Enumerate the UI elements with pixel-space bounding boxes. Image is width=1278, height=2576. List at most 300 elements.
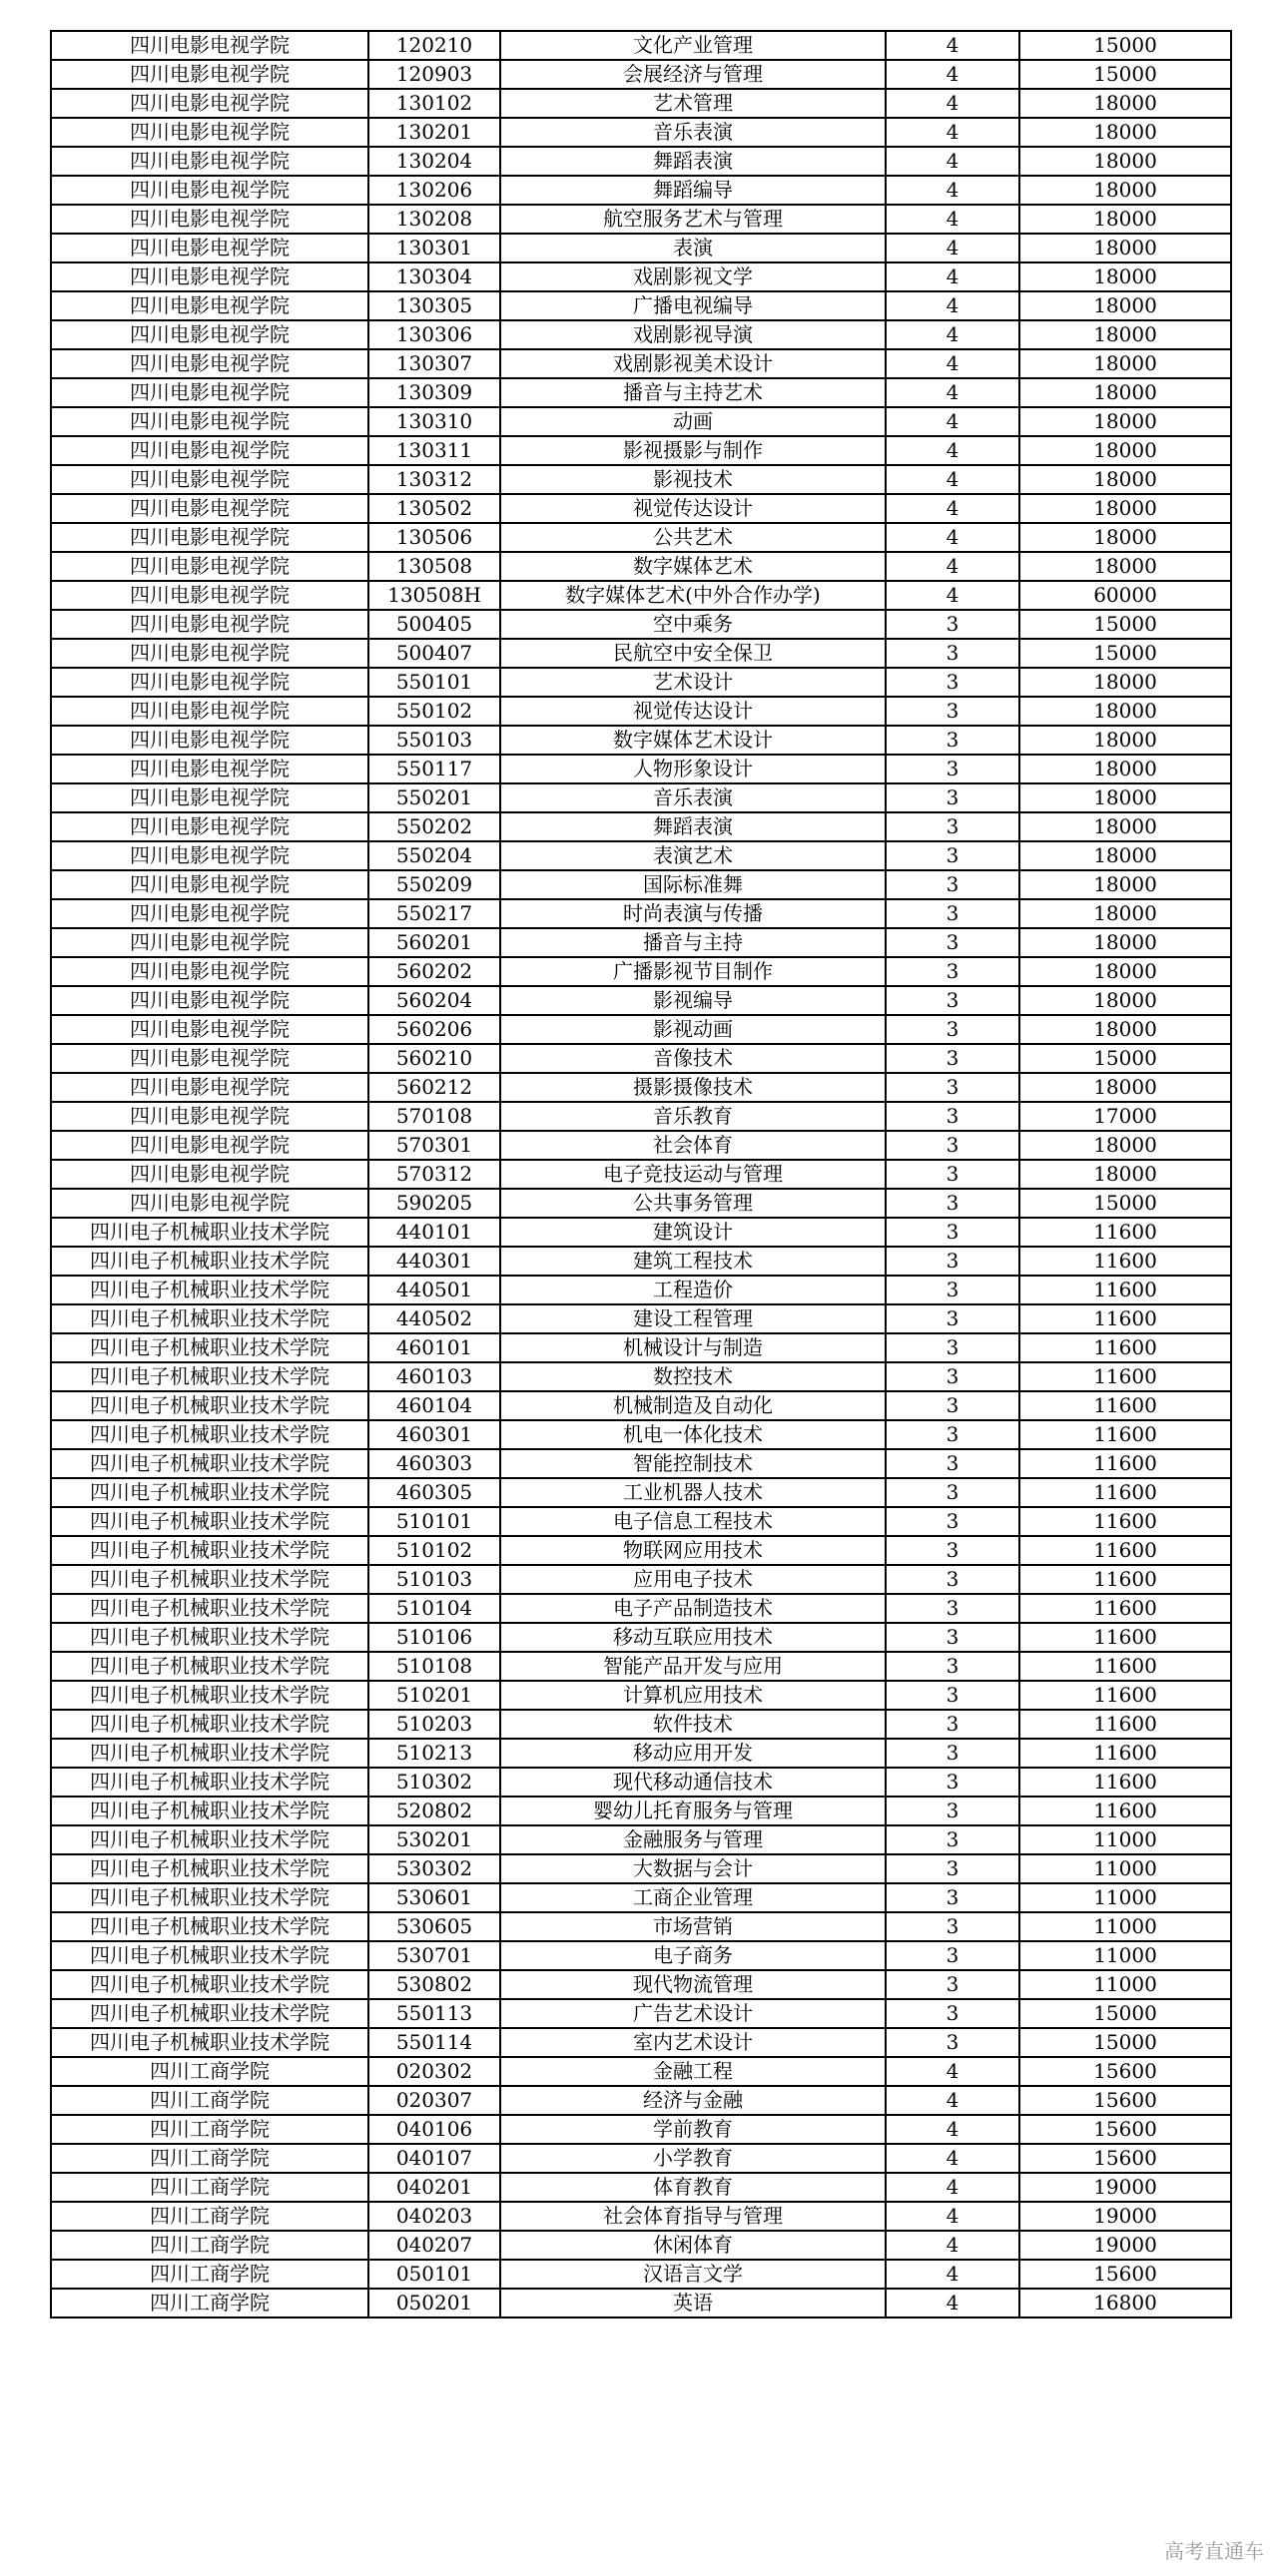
duration-cell: 4 [886, 291, 1019, 320]
duration-cell: 4 [886, 436, 1019, 465]
duration-cell: 3 [886, 841, 1019, 870]
major-code-cell: 510213 [368, 1739, 500, 1768]
school-name-cell: 四川电影电视学院 [51, 407, 368, 436]
tuition-cell: 11600 [1019, 1797, 1231, 1825]
tuition-cell: 18000 [1019, 841, 1231, 870]
major-name-cell: 室内艺术设计 [500, 2028, 886, 2057]
duration-cell: 4 [886, 2144, 1019, 2173]
major-name-cell: 艺术管理 [500, 89, 886, 118]
table-row [51, 89, 1231, 118]
tuition-cell: 15000 [1019, 60, 1231, 89]
school-name-cell: 四川电影电视学院 [51, 494, 368, 523]
school-name-cell: 四川电影电视学院 [51, 1131, 368, 1160]
major-name-cell: 小学教育 [500, 2144, 886, 2173]
table-row [51, 1420, 1231, 1449]
table-row [51, 1189, 1231, 1218]
duration-cell: 3 [886, 1999, 1019, 2028]
duration-cell: 3 [886, 1739, 1019, 1768]
school-name-cell: 四川电影电视学院 [51, 234, 368, 262]
major-code-cell: 130311 [368, 436, 500, 465]
table-row [51, 2260, 1231, 2289]
table-row [51, 1970, 1231, 1999]
school-name-cell: 四川电影电视学院 [51, 465, 368, 494]
major-code-cell: 040201 [368, 2173, 500, 2202]
major-code-cell: 130309 [368, 378, 500, 407]
major-code-cell: 510201 [368, 1681, 500, 1710]
major-name-cell: 会展经济与管理 [500, 60, 886, 89]
tuition-cell: 60000 [1019, 581, 1231, 610]
major-code-cell: 130304 [368, 262, 500, 291]
major-name-cell: 动画 [500, 407, 886, 436]
tuition-cell: 11600 [1019, 1652, 1231, 1681]
school-name-cell: 四川电影电视学院 [51, 581, 368, 610]
major-name-cell: 电子商务 [500, 1941, 886, 1970]
major-code-cell: 130506 [368, 523, 500, 552]
duration-cell: 4 [886, 262, 1019, 291]
major-name-cell: 视觉传达设计 [500, 494, 886, 523]
tuition-cell: 18000 [1019, 697, 1231, 726]
table-row [51, 378, 1231, 407]
table-row [51, 726, 1231, 755]
table-row [51, 1912, 1231, 1941]
duration-cell: 4 [886, 176, 1019, 205]
major-name-cell: 影视编导 [500, 986, 886, 1015]
school-name-cell: 四川工商学院 [51, 2115, 368, 2144]
major-code-cell: 530605 [368, 1912, 500, 1941]
major-code-cell: 440101 [368, 1218, 500, 1247]
major-code-cell: 550217 [368, 899, 500, 928]
table-row [51, 755, 1231, 783]
major-code-cell: 120903 [368, 60, 500, 89]
table-row [51, 2173, 1231, 2202]
school-name-cell: 四川电子机械职业技术学院 [51, 1739, 368, 1768]
school-name-cell: 四川电影电视学院 [51, 552, 368, 581]
table-row [51, 1478, 1231, 1507]
school-name-cell: 四川电影电视学院 [51, 726, 368, 755]
school-name-cell: 四川电子机械职业技术学院 [51, 1565, 368, 1594]
major-name-cell: 音乐表演 [500, 783, 886, 812]
duration-cell: 4 [886, 31, 1019, 60]
major-name-cell: 物联网应用技术 [500, 1536, 886, 1565]
tuition-cell: 15000 [1019, 2028, 1231, 2057]
duration-cell: 4 [886, 60, 1019, 89]
major-code-cell: 460303 [368, 1449, 500, 1478]
tuition-cell: 15000 [1019, 1189, 1231, 1218]
table-row [51, 118, 1231, 147]
duration-cell: 3 [886, 1883, 1019, 1912]
table-row [51, 31, 1231, 60]
school-name-cell: 四川电影电视学院 [51, 783, 368, 812]
major-code-cell: 550101 [368, 668, 500, 697]
tuition-cell: 18000 [1019, 957, 1231, 986]
table-row [51, 1247, 1231, 1276]
table-row [51, 928, 1231, 957]
major-name-cell: 数字媒体艺术(中外合作办学) [500, 581, 886, 610]
tuition-cell: 18000 [1019, 755, 1231, 783]
tuition-cell: 11600 [1019, 1768, 1231, 1797]
major-name-cell: 智能产品开发与应用 [500, 1652, 886, 1681]
major-name-cell: 影视摄影与制作 [500, 436, 886, 465]
table-row [51, 812, 1231, 841]
school-name-cell: 四川电影电视学院 [51, 899, 368, 928]
major-code-cell: 570312 [368, 1160, 500, 1189]
table-row [51, 1276, 1231, 1304]
table-row [51, 1362, 1231, 1391]
major-name-cell: 公共事务管理 [500, 1189, 886, 1218]
tuition-cell: 11000 [1019, 1883, 1231, 1912]
major-name-cell: 数字媒体艺术设计 [500, 726, 886, 755]
table-row [51, 262, 1231, 291]
tuition-cell: 11000 [1019, 1970, 1231, 1999]
major-name-cell: 英语 [500, 2289, 886, 2318]
major-code-cell: 130206 [368, 176, 500, 205]
major-name-cell: 汉语言文学 [500, 2260, 886, 2289]
table-row [51, 176, 1231, 205]
duration-cell: 3 [886, 1160, 1019, 1189]
major-code-cell: 130502 [368, 494, 500, 523]
major-code-cell: 500407 [368, 639, 500, 668]
tuition-cell: 18000 [1019, 320, 1231, 349]
duration-cell: 3 [886, 726, 1019, 755]
major-name-cell: 软件技术 [500, 1710, 886, 1739]
duration-cell: 3 [886, 812, 1019, 841]
tuition-cell: 11600 [1019, 1623, 1231, 1652]
table-row [51, 2144, 1231, 2173]
school-name-cell: 四川电影电视学院 [51, 812, 368, 841]
tuition-cell: 11600 [1019, 1565, 1231, 1594]
table-row [51, 2202, 1231, 2231]
tuition-cell: 15600 [1019, 2086, 1231, 2115]
school-name-cell: 四川电影电视学院 [51, 668, 368, 697]
major-code-cell: 040203 [368, 2202, 500, 2231]
duration-cell: 3 [886, 1333, 1019, 1362]
duration-cell: 3 [886, 1304, 1019, 1333]
tuition-cell: 18000 [1019, 147, 1231, 176]
table-row [51, 1536, 1231, 1565]
school-name-cell: 四川电影电视学院 [51, 436, 368, 465]
major-code-cell: 040106 [368, 2115, 500, 2144]
table-row [51, 1797, 1231, 1825]
school-name-cell: 四川电影电视学院 [51, 262, 368, 291]
major-code-cell: 460104 [368, 1391, 500, 1420]
major-code-cell: 130508 [368, 552, 500, 581]
table-row [51, 1825, 1231, 1854]
duration-cell: 4 [886, 349, 1019, 378]
school-name-cell: 四川电子机械职业技术学院 [51, 1594, 368, 1623]
major-name-cell: 广播影视节目制作 [500, 957, 886, 986]
table-row [51, 2115, 1231, 2144]
major-code-cell: 130307 [368, 349, 500, 378]
school-name-cell: 四川电子机械职业技术学院 [51, 1999, 368, 2028]
table-row [51, 320, 1231, 349]
tuition-cell: 18000 [1019, 1131, 1231, 1160]
table-row [51, 1131, 1231, 1160]
duration-cell: 3 [886, 1420, 1019, 1449]
school-name-cell: 四川电影电视学院 [51, 349, 368, 378]
major-code-cell: 020307 [368, 2086, 500, 2115]
school-name-cell: 四川电影电视学院 [51, 320, 368, 349]
major-name-cell: 机电一体化技术 [500, 1420, 886, 1449]
duration-cell: 4 [886, 2260, 1019, 2289]
duration-cell: 3 [886, 986, 1019, 1015]
table-row [51, 697, 1231, 726]
major-code-cell: 130204 [368, 147, 500, 176]
duration-cell: 3 [886, 1912, 1019, 1941]
major-code-cell: 500405 [368, 610, 500, 639]
major-code-cell: 560212 [368, 1073, 500, 1102]
school-name-cell: 四川电子机械职业技术学院 [51, 1449, 368, 1478]
table-row [51, 986, 1231, 1015]
tuition-cell: 11600 [1019, 1391, 1231, 1420]
major-name-cell: 市场营销 [500, 1912, 886, 1941]
major-code-cell: 050101 [368, 2260, 500, 2289]
major-name-cell: 计算机应用技术 [500, 1681, 886, 1710]
table-row [51, 581, 1231, 610]
major-name-cell: 音像技术 [500, 1044, 886, 1073]
major-code-cell: 460305 [368, 1478, 500, 1507]
table-row [51, 1073, 1231, 1102]
school-name-cell: 四川电影电视学院 [51, 755, 368, 783]
table-row [51, 2086, 1231, 2115]
tuition-cell: 11000 [1019, 1854, 1231, 1883]
major-name-cell: 应用电子技术 [500, 1565, 886, 1594]
school-name-cell: 四川电子机械职业技术学院 [51, 2028, 368, 2057]
major-name-cell: 电子产品制造技术 [500, 1594, 886, 1623]
tuition-cell: 11600 [1019, 1420, 1231, 1449]
major-name-cell: 体育教育 [500, 2173, 886, 2202]
tuition-table [50, 30, 1232, 2318]
tuition-cell: 18000 [1019, 89, 1231, 118]
major-code-cell: 550113 [368, 1999, 500, 2028]
major-name-cell: 表演艺术 [500, 841, 886, 870]
tuition-cell: 18000 [1019, 291, 1231, 320]
tuition-cell: 15000 [1019, 610, 1231, 639]
duration-cell: 3 [886, 1102, 1019, 1131]
major-name-cell: 戏剧影视导演 [500, 320, 886, 349]
tuition-cell: 15600 [1019, 2144, 1231, 2173]
major-code-cell: 510108 [368, 1652, 500, 1681]
school-name-cell: 四川电子机械职业技术学院 [51, 1883, 368, 1912]
tuition-cell: 11600 [1019, 1594, 1231, 1623]
table-row [51, 1044, 1231, 1073]
major-name-cell: 工程造价 [500, 1276, 886, 1304]
duration-cell: 3 [886, 1131, 1019, 1160]
major-code-cell: 570301 [368, 1131, 500, 1160]
tuition-cell: 15000 [1019, 1044, 1231, 1073]
tuition-cell: 18000 [1019, 552, 1231, 581]
duration-cell: 3 [886, 1362, 1019, 1391]
school-name-cell: 四川电影电视学院 [51, 291, 368, 320]
major-code-cell: 130312 [368, 465, 500, 494]
school-name-cell: 四川电子机械职业技术学院 [51, 1912, 368, 1941]
duration-cell: 3 [886, 928, 1019, 957]
major-code-cell: 510101 [368, 1507, 500, 1536]
table-row [51, 494, 1231, 523]
duration-cell: 4 [886, 2202, 1019, 2231]
major-name-cell: 舞蹈表演 [500, 147, 886, 176]
duration-cell: 3 [886, 870, 1019, 899]
major-name-cell: 数字媒体艺术 [500, 552, 886, 581]
duration-cell: 3 [886, 899, 1019, 928]
table-row [51, 1565, 1231, 1594]
tuition-cell: 18000 [1019, 726, 1231, 755]
tuition-cell: 11600 [1019, 1304, 1231, 1333]
major-code-cell: 560204 [368, 986, 500, 1015]
school-name-cell: 四川电子机械职业技术学院 [51, 1420, 368, 1449]
school-name-cell: 四川电子机械职业技术学院 [51, 1304, 368, 1333]
table-row [51, 610, 1231, 639]
school-name-cell: 四川工商学院 [51, 2173, 368, 2202]
school-name-cell: 四川电子机械职业技术学院 [51, 1681, 368, 1710]
major-code-cell: 530701 [368, 1941, 500, 1970]
table-row [51, 1739, 1231, 1768]
duration-cell: 3 [886, 1854, 1019, 1883]
major-code-cell: 020302 [368, 2057, 500, 2086]
duration-cell: 3 [886, 697, 1019, 726]
major-name-cell: 广播电视编导 [500, 291, 886, 320]
duration-cell: 4 [886, 2289, 1019, 2318]
tuition-cell: 18000 [1019, 436, 1231, 465]
major-name-cell: 时尚表演与传播 [500, 899, 886, 928]
tuition-cell: 15000 [1019, 1999, 1231, 2028]
school-name-cell: 四川电影电视学院 [51, 957, 368, 986]
major-name-cell: 大数据与会计 [500, 1854, 886, 1883]
duration-cell: 3 [886, 1652, 1019, 1681]
school-name-cell: 四川工商学院 [51, 2231, 368, 2260]
school-name-cell: 四川电子机械职业技术学院 [51, 1970, 368, 1999]
tuition-cell: 18000 [1019, 986, 1231, 1015]
tuition-cell: 11600 [1019, 1247, 1231, 1276]
major-name-cell: 舞蹈编导 [500, 176, 886, 205]
major-name-cell: 休闲体育 [500, 2231, 886, 2260]
duration-cell: 3 [886, 1681, 1019, 1710]
school-name-cell: 四川工商学院 [51, 2144, 368, 2173]
tuition-cell: 15000 [1019, 639, 1231, 668]
table-row [51, 668, 1231, 697]
watermark-text: 高考直通车 [1164, 2539, 1264, 2563]
tuition-cell: 11000 [1019, 1912, 1231, 1941]
table-row [51, 1391, 1231, 1420]
table-row [51, 957, 1231, 986]
table-row [51, 1333, 1231, 1362]
school-name-cell: 四川电影电视学院 [51, 986, 368, 1015]
table-row [51, 1102, 1231, 1131]
major-code-cell: 530201 [368, 1825, 500, 1854]
duration-cell: 3 [886, 1478, 1019, 1507]
major-code-cell: 560202 [368, 957, 500, 986]
duration-cell: 3 [886, 783, 1019, 812]
tuition-cell: 11600 [1019, 1449, 1231, 1478]
major-code-cell: 130102 [368, 89, 500, 118]
duration-cell: 4 [886, 89, 1019, 118]
tuition-cell: 11600 [1019, 1218, 1231, 1247]
major-code-cell: 570108 [368, 1102, 500, 1131]
major-code-cell: 130201 [368, 118, 500, 147]
table-row [51, 1015, 1231, 1044]
major-code-cell: 530802 [368, 1970, 500, 1999]
tuition-cell: 19000 [1019, 2173, 1231, 2202]
school-name-cell: 四川电子机械职业技术学院 [51, 1825, 368, 1854]
table-row [51, 899, 1231, 928]
school-name-cell: 四川工商学院 [51, 2260, 368, 2289]
table-row [51, 2231, 1231, 2260]
table-row [51, 1218, 1231, 1247]
major-name-cell: 现代物流管理 [500, 1970, 886, 1999]
major-name-cell: 艺术设计 [500, 668, 886, 697]
school-name-cell: 四川电子机械职业技术学院 [51, 1768, 368, 1797]
table-body [51, 31, 1231, 2318]
major-code-cell: 510302 [368, 1768, 500, 1797]
table-row [51, 465, 1231, 494]
table-row [51, 1854, 1231, 1883]
school-name-cell: 四川电子机械职业技术学院 [51, 1218, 368, 1247]
table-row [51, 60, 1231, 89]
duration-cell: 3 [886, 1044, 1019, 1073]
duration-cell: 4 [886, 205, 1019, 234]
duration-cell: 4 [886, 523, 1019, 552]
tuition-cell: 18000 [1019, 1160, 1231, 1189]
major-name-cell: 金融工程 [500, 2057, 886, 2086]
tuition-cell: 18000 [1019, 234, 1231, 262]
school-name-cell: 四川电子机械职业技术学院 [51, 1854, 368, 1883]
tuition-cell: 18000 [1019, 349, 1231, 378]
duration-cell: 3 [886, 1825, 1019, 1854]
table-row [51, 1623, 1231, 1652]
duration-cell: 3 [886, 610, 1019, 639]
major-code-cell: 550103 [368, 726, 500, 755]
major-code-cell: 440301 [368, 1247, 500, 1276]
table-row [51, 552, 1231, 581]
table-row [51, 1768, 1231, 1797]
major-name-cell: 机械制造及自动化 [500, 1391, 886, 1420]
duration-cell: 3 [886, 1594, 1019, 1623]
tuition-cell: 18000 [1019, 262, 1231, 291]
table-row [51, 783, 1231, 812]
school-name-cell: 四川电影电视学院 [51, 205, 368, 234]
tuition-cell: 11600 [1019, 1739, 1231, 1768]
table-row [51, 205, 1231, 234]
duration-cell: 3 [886, 1015, 1019, 1044]
tuition-cell: 11600 [1019, 1536, 1231, 1565]
duration-cell: 3 [886, 1941, 1019, 1970]
school-name-cell: 四川工商学院 [51, 2057, 368, 2086]
duration-cell: 3 [886, 1536, 1019, 1565]
major-name-cell: 人物形象设计 [500, 755, 886, 783]
major-name-cell: 舞蹈表演 [500, 812, 886, 841]
major-code-cell: 130306 [368, 320, 500, 349]
major-name-cell: 航空服务艺术与管理 [500, 205, 886, 234]
major-name-cell: 民航空中安全保卫 [500, 639, 886, 668]
major-code-cell: 130305 [368, 291, 500, 320]
duration-cell: 3 [886, 1710, 1019, 1739]
school-name-cell: 四川电影电视学院 [51, 60, 368, 89]
major-code-cell: 510106 [368, 1623, 500, 1652]
tuition-cell: 18000 [1019, 523, 1231, 552]
major-code-cell: 590205 [368, 1189, 500, 1218]
tuition-cell: 11600 [1019, 1478, 1231, 1507]
school-name-cell: 四川电影电视学院 [51, 610, 368, 639]
duration-cell: 3 [886, 668, 1019, 697]
major-code-cell: 550201 [368, 783, 500, 812]
major-code-cell: 130208 [368, 205, 500, 234]
major-name-cell: 智能控制技术 [500, 1449, 886, 1478]
major-name-cell: 婴幼儿托育服务与管理 [500, 1797, 886, 1825]
tuition-cell: 18000 [1019, 118, 1231, 147]
major-name-cell: 建筑设计 [500, 1218, 886, 1247]
duration-cell: 4 [886, 320, 1019, 349]
school-name-cell: 四川电影电视学院 [51, 1073, 368, 1102]
school-name-cell: 四川电子机械职业技术学院 [51, 1276, 368, 1304]
